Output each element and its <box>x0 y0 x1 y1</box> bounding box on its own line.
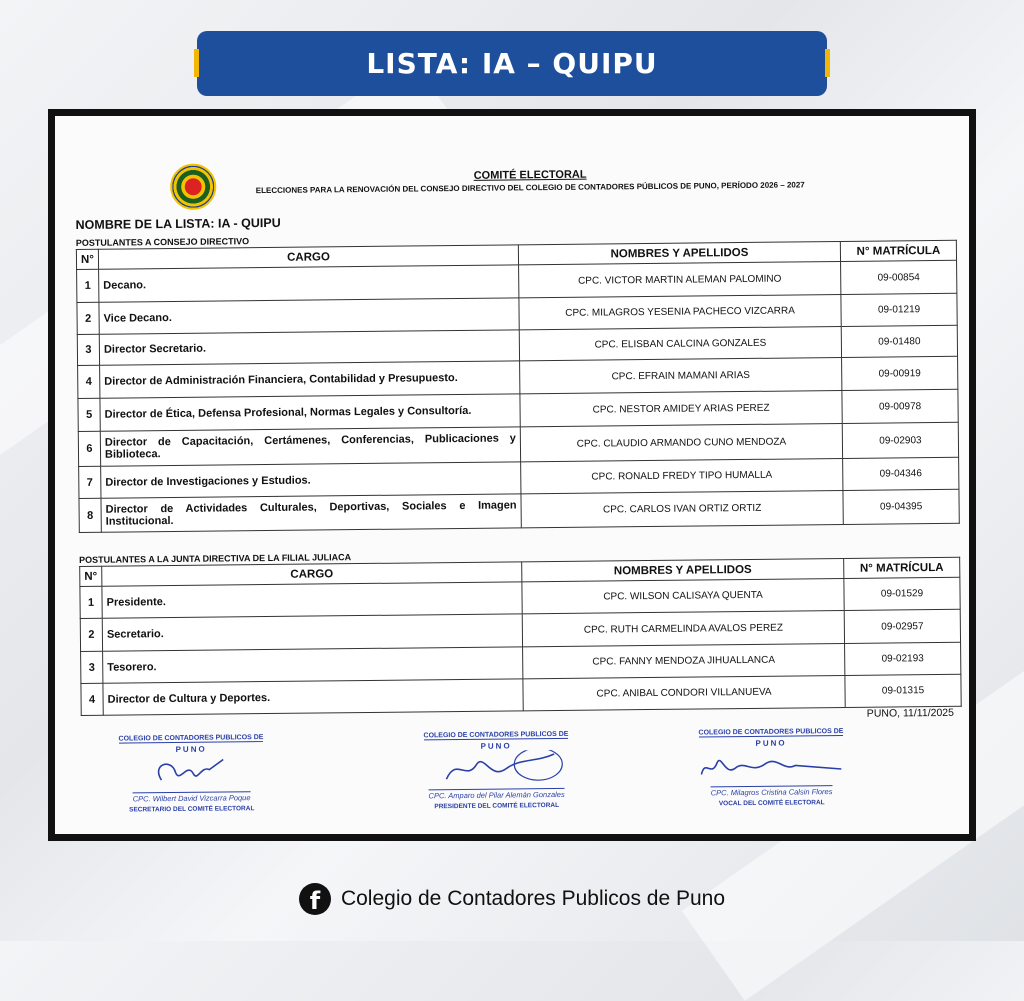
consejo-table <box>76 240 960 533</box>
list-name: NOMBRE DE LA LISTA: IA - QUIPU <box>75 215 281 232</box>
signature-role: PRESIDENTE DEL COMITÉ ELECTORAL <box>434 801 560 811</box>
row-nombre: CPC. VICTOR MARTIN ALEMAN PALOMINO <box>519 261 841 297</box>
electoral-document <box>75 157 955 814</box>
row-matricula: 09-00978 <box>842 389 958 423</box>
row-cargo: Director de Investigaciones y Estudios. <box>101 462 521 498</box>
consejo-section-label: POSTULANTES A CONSEJO DIRECTIVO <box>75 236 250 248</box>
signature-org: COLEGIO DE CONTADORES PUBLICOS DE <box>423 730 569 740</box>
signature-org: COLEGIO DE CONTADORES PUBLICOS DE <box>698 727 844 737</box>
signature-name: CPC. Milagros Cristina Calsin Flores <box>710 787 833 798</box>
row-nombre: CPC. EFRAIN MAMANI ARIAS <box>520 357 842 393</box>
row-number: 1 <box>77 269 99 302</box>
signature-name: CPC. Amparo del Pilar Alemán Gonzales <box>428 789 565 801</box>
row-number: 5 <box>78 398 100 431</box>
col-matricula: N° MATRÍCULA <box>840 240 956 261</box>
row-matricula: 09-02193 <box>845 642 961 675</box>
row-nombre: CPC. NESTOR AMIDEY ARIAS PEREZ <box>520 390 842 426</box>
row-number: 3 <box>81 651 103 683</box>
row-number: 8 <box>79 498 101 532</box>
col-num: N° <box>80 566 102 586</box>
header-title: COMITÉ ELECTORAL <box>473 168 587 182</box>
header-subtitle: ELECCIONES PARA LA RENOVACIÓN DEL CONSEJO DIRECTIVO DEL COLEGIO DE CONTADORES PÚBLICOS DE PUNO, PERÍODO 2026 – 2027 <box>255 180 805 196</box>
col-nombres: NOMBRES Y APELLIDOS <box>522 558 844 581</box>
row-cargo: Decano. <box>99 265 519 302</box>
banner-tab-right <box>825 49 830 77</box>
row-matricula: 09-01315 <box>845 674 961 707</box>
row-cargo: Tesorero. <box>103 647 523 683</box>
row-nombre: CPC. WILSON CALISAYA QUENTA <box>522 578 844 613</box>
row-nombre: CPC. CLAUDIO ARMANDO CUNO MENDOZA <box>520 423 842 461</box>
row-cargo: Director de Ética, Defensa Profesional, Normas Legales y Consultoría. <box>100 394 520 431</box>
place-date: PUNO, 11/11/2025 <box>866 706 955 720</box>
row-nombre: CPC. FANNY MENDOZA JIHUALLANCA <box>523 643 845 678</box>
col-num: N° <box>76 249 98 269</box>
banner-tab-left <box>194 49 199 77</box>
row-cargo: Director de Capacitación, Certámenes, Conferencias, Publicaciones y Biblioteca. <box>100 427 520 466</box>
footer-text: Colegio de Contadores Publicos de Puno <box>340 887 726 910</box>
row-matricula: 09-00854 <box>841 260 957 294</box>
row-number: 2 <box>77 302 99 334</box>
row-matricula: 09-01219 <box>841 293 957 326</box>
row-cargo: Director de Administración Financiera, Contabilidad y Presupuesto. <box>100 361 520 398</box>
row-nombre: CPC. CARLOS IVAN ORTIZ ORTIZ <box>521 490 843 527</box>
row-cargo: Secretario. <box>102 614 522 651</box>
signature-city: PUNO <box>755 738 787 748</box>
row-matricula: 09-01480 <box>841 325 957 357</box>
signature-name: CPC. Wilbert David Vizcarra Poque <box>132 793 251 804</box>
row-cargo: Presidente. <box>102 582 522 618</box>
footer <box>0 882 1024 916</box>
handwritten-signature-icon <box>131 753 251 788</box>
col-cargo: CARGO <box>98 245 518 269</box>
row-cargo: Vice Decano. <box>99 298 519 334</box>
row-matricula: 09-00919 <box>842 356 958 390</box>
col-cargo: CARGO <box>102 562 522 586</box>
signature-vocal <box>681 720 862 808</box>
list-banner <box>197 31 827 96</box>
signature-city: PUNO <box>480 741 512 751</box>
row-cargo: Director Secretario. <box>99 330 519 365</box>
row-number: 4 <box>78 365 100 398</box>
row-nombre: CPC. RONALD FREDY TIPO HUMALLA <box>521 458 843 493</box>
row-number: 1 <box>80 586 102 618</box>
row-nombre: CPC. MILAGROS YESENIA PACHECO VIZCARRA <box>519 294 841 329</box>
row-number: 3 <box>77 334 99 365</box>
filial-section-label: POSTULANTES A LA JUNTA DIRECTIVA DE LA FILIAL JULIACA <box>79 552 352 565</box>
document-paper <box>55 116 969 834</box>
row-cargo: Director de Cultura y Deportes. <box>103 679 523 715</box>
col-nombres: NOMBRES Y APELLIDOS <box>518 241 840 264</box>
filial-table <box>79 557 962 716</box>
signature-secretario <box>101 726 282 814</box>
row-number: 2 <box>80 618 102 651</box>
col-matricula: N° MATRÍCULA <box>844 557 960 578</box>
document-frame <box>48 109 976 841</box>
signature-presidente <box>406 723 587 811</box>
row-matricula: 09-04395 <box>843 489 959 524</box>
row-number: 6 <box>78 431 100 466</box>
row-matricula: 09-02957 <box>844 609 960 643</box>
row-matricula: 09-01529 <box>844 577 960 610</box>
signature-org: COLEGIO DE CONTADORES PUBLICOS DE <box>118 734 264 743</box>
facebook-icon[interactable]: f <box>299 883 331 915</box>
row-nombre: CPC. ELISBAN CALCINA GONZALES <box>519 326 841 360</box>
row-matricula: 09-04346 <box>843 457 959 490</box>
signature-role: SECRETARIO DEL COMITÉ ELECTORAL <box>129 805 255 814</box>
row-cargo: Director de Actividades Culturales, Deportivas, Sociales e Imagen Institucional. <box>101 494 521 532</box>
row-number: 7 <box>79 466 101 498</box>
signature-role: VOCAL DEL COMITÉ ELECTORAL <box>718 799 825 808</box>
handwritten-signature-icon <box>426 750 566 785</box>
row-nombre: CPC. RUTH CARMELINDA AVALOS PEREZ <box>522 610 844 646</box>
signature-city: PUNO <box>175 744 207 754</box>
handwritten-signature-icon <box>691 747 851 783</box>
banner-title: LISTA: IA – QUIPU <box>366 47 658 80</box>
row-nombre: CPC. ANIBAL CONDORI VILLANUEVA <box>523 675 845 710</box>
row-matricula: 09-02903 <box>842 422 958 458</box>
row-number: 4 <box>81 683 103 715</box>
